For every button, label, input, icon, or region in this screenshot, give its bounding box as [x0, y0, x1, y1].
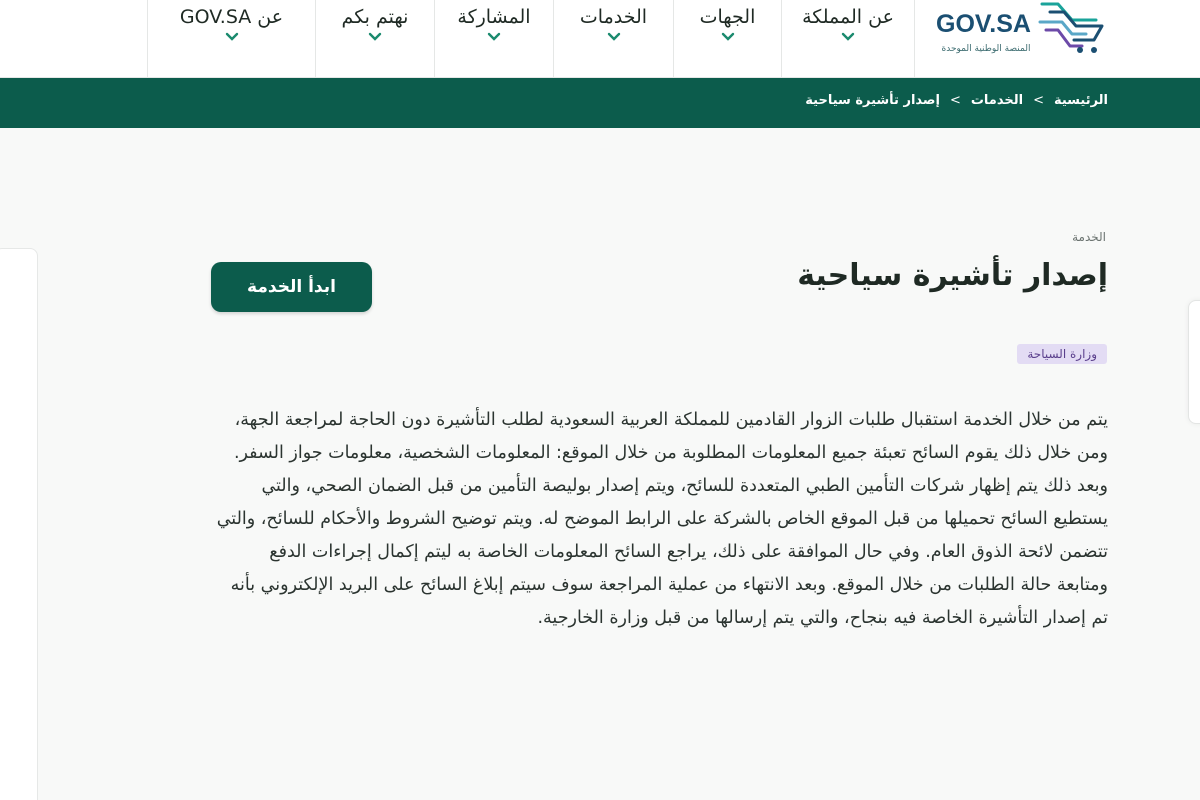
nav-agencies[interactable] [673, 0, 781, 78]
chevron-down-icon [721, 32, 735, 42]
breadcrumb-current: إصدار تأشيرة سياحية [805, 93, 940, 108]
logo-subtitle: المنصة الوطنية الموحدة [941, 44, 1031, 54]
chevron-down-icon [225, 32, 239, 42]
chevron-down-icon [607, 32, 621, 42]
nav-label: نهتم بكم [341, 6, 409, 28]
breadcrumb-bar [0, 78, 1200, 128]
service-eyebrow: الخدمة [1072, 230, 1106, 244]
breadcrumb-services[interactable]: الخدمات [970, 93, 1024, 108]
left-side-panel [0, 248, 38, 800]
chevron-down-icon [487, 32, 501, 42]
nav-we-care[interactable] [315, 0, 434, 78]
nav-participation[interactable] [434, 0, 553, 78]
nav-about-gov-sa[interactable] [147, 0, 315, 78]
nav-label: الخدمات [579, 6, 648, 28]
breadcrumb-separator: > [949, 93, 961, 108]
chevron-down-icon [841, 32, 855, 42]
gov-sa-logo[interactable] [936, 0, 1108, 62]
chevron-down-icon [368, 32, 382, 42]
breadcrumb [805, 93, 1108, 108]
service-description: يتم من خلال الخدمة استقبال طلبات الزوار القادمين للمملكة العربية السعودية لطلب التأشيرة دون الحاجة لمراجعة الجهة، ومن خلال ذلك يقوم السائح تعبئة جميع المعلومات المطلوبة من خلال الموقع: المعلومات الشخصية، معلومات جواز السفر. وبعد ذلك يتم إظهار شركات التأمين الطبي المتعددة للسائح، ويتم إصدار بوليصة التأمين من قبل الضمان الصحي، والتي يستطيع السائح تحميلها من قبل الموقع الخاص بالشركة على الرابط الموضح له. ويتم توضيح الشروط والأحكام للسائح، والتي تتضمن لائحة الذوق العام. وفي حال الموافقة على ذلك، يراجع السائح المعلومات الخاصة به ليتم إكمال إجراءات الدفع ومتابعة حالة الطلبات من خلال الموقع. وبعد الانتهاء من عملية المراجعة سوف سيتم إبلاغ السائح على البريد الإلكتروني بأنه تم إصدار التأشيرة الخاصة فيه بنجاح، والتي يتم إرسالها من قبل وزارة الخارجية. [216, 410, 1108, 628]
nav-about-kingdom[interactable] [781, 0, 915, 78]
main-nav [147, 0, 915, 78]
site-header [0, 0, 1200, 78]
breadcrumb-home[interactable]: الرئيسية [1053, 93, 1108, 108]
agency-badge[interactable]: وزارة السياحة [1017, 344, 1107, 364]
nav-label: المشاركة [457, 6, 531, 28]
nav-label: عن المملكة [802, 6, 894, 28]
right-side-tab[interactable] [1188, 300, 1200, 424]
nav-label: الجهات [699, 6, 756, 28]
nav-services[interactable] [553, 0, 673, 78]
logo-circuit-icon [1036, 0, 1108, 56]
start-service-button[interactable]: ابدأ الخدمة [211, 262, 372, 312]
breadcrumb-separator: > [1033, 93, 1044, 108]
nav-label: عن GOV.SA [179, 6, 284, 28]
page-title: إصدار تأشيرة سياحية [797, 258, 1108, 293]
logo-text: GOV.SA [936, 10, 1031, 38]
